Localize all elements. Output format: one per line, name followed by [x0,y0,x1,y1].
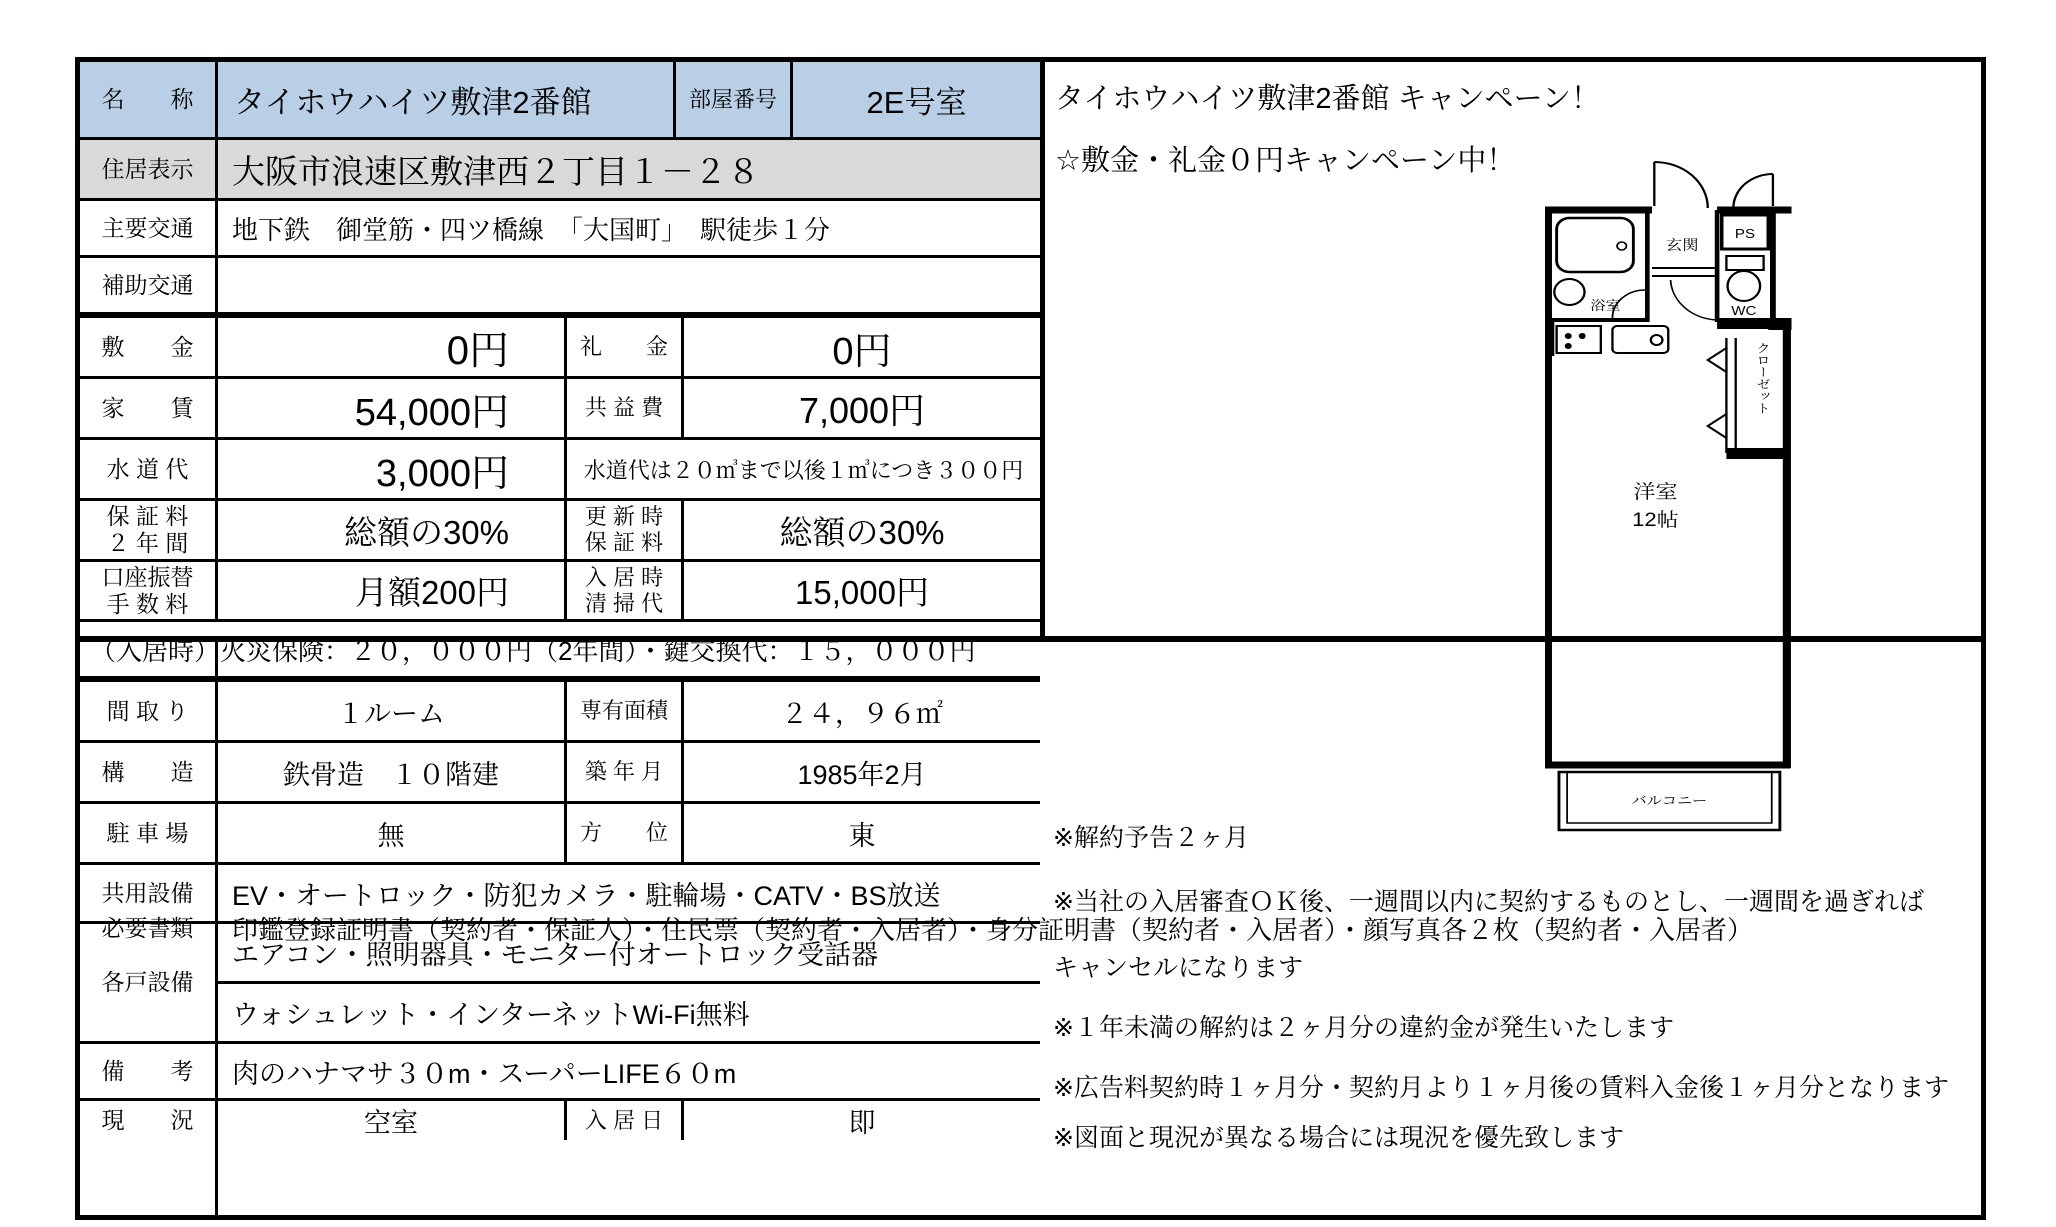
guarantee-label-line1: 保 証 料 [106,503,189,529]
bank-transfer-label [80,562,218,619]
cleaning-fee-label-line1: 入 居 時 [584,564,664,590]
wc-label: WC [1731,303,1757,318]
movein-date-label-text: 入 居 日 [584,1107,664,1133]
main-access-value: 地下鉄 御堂筋・四ツ橋線 「大国町」 駅徒歩１分 [232,214,831,245]
entrance-door-arc [1654,162,1707,208]
room-label-line1: 洋室 [1633,481,1678,503]
note-cancellation-notice: ※解約予告２ヶ月 [1053,824,1249,852]
documents-label-text: 必要書類 [101,914,194,941]
closet-top-wall [1717,318,1787,329]
note-screening-cont: キャンセルになります [1053,954,1304,982]
bank-transfer-label-line2: 手 数 料 [106,590,189,617]
movein-date-value: 即 [848,1108,876,1138]
toilet-bowl-icon [1728,271,1761,301]
common-fee-value: 7,000円 [798,389,926,431]
water-row [80,440,1040,501]
remarks-value: 肉のハナマサ３０m・スーパーLIFE６０m [232,1058,737,1089]
entrance-door2-arc [1733,174,1773,208]
documents-value: 印鑑登録証明書（契約者・保証人）・住民票（契約者・入居者）・身分証明書（契約者・入居者）・顔写真各２枚（契約者・入居者） [232,914,1754,945]
water-note: 水道代は２０㎥まで以後１㎥につき３００円 [583,457,1024,483]
note-ad-fee: ※広告料契約時１ヶ月分・契約月より１ヶ月後の賃料入金後１ヶ月分となります [1053,1074,1949,1102]
deposit-label-text: 敷 金 [101,333,194,360]
name-label-text: 名 称 [101,86,194,112]
main-access-label-text: 主要交通 [101,214,194,241]
structure-value: 鉄骨造 １０階建 [218,743,567,801]
note-current-state: ※図面と現況が異なる場合には現況を優先致します [1053,1124,1624,1152]
main-access-row [80,201,1040,258]
stove-burner2-icon [1579,333,1586,339]
campaign-subtitle: ☆敷金・礼金０円キャンペーン中！ [1055,145,1516,177]
room-number-label-text: 部屋番号 [688,86,777,112]
guarantee-value: 総額の30% [218,501,567,559]
floor-area-value: ２４，９６㎡ [781,698,943,729]
rent-value: 54,000円 [218,379,567,437]
kitchen-wall-block [1545,322,1554,356]
direction-value: 東 [848,820,876,851]
closet-door-mark2 [1708,414,1727,438]
closet-label: クローゼット [1754,342,1771,414]
rent-label [80,379,218,437]
document-frame [75,57,1986,1220]
faucet-icon [1651,335,1663,345]
rent-row [80,379,1040,440]
guarantee-label-line2: ２ 年 間 [106,530,189,556]
bath-label: 浴室 [1590,298,1621,313]
name-label [80,62,218,137]
built-date-label-text: 築 年 月 [584,759,664,784]
room-label-line2: 12帖 [1632,509,1679,531]
note-screening: ※当社の入居審査ＯＫ後、一週間以内に契約するものとし、一週間を過ぎれば [1053,888,1924,916]
water-value: 3,000円 [218,440,567,498]
key-money-value: 0円 [832,330,892,373]
rent-label-text: 家 賃 [101,394,194,421]
remarks-label-text: 備 考 [101,1057,194,1084]
unit-equipment-label-text: 各戸設備 [101,969,194,995]
cleaning-fee-label [567,562,684,619]
sub-access-value [218,258,1040,312]
water-label-text: 水 道 代 [106,455,189,482]
renewal-guarantee-label-line1: 更 新 時 [584,504,664,529]
ps-label: PS [1734,226,1756,241]
renewal-guarantee-label-line2: 保 証 料 [584,530,664,555]
renewal-guarantee-label [567,501,684,559]
stove-burner-icon [1565,333,1572,339]
common-fee-label-text: 共 益 費 [584,395,664,420]
room-number-label [676,62,793,137]
genkan-label: 玄関 [1665,238,1699,254]
deposit-label [80,318,218,376]
address-row [80,140,1040,201]
built-date-value: 1985年2月 [797,759,927,790]
address-label-text: 住居表示 [101,155,194,182]
closet-bottom-wall [1726,448,1786,459]
status-value: 空室 [218,1101,567,1140]
address-label [80,140,218,198]
toilet-tank-icon [1726,256,1763,270]
structure-label-text: 構 造 [101,758,194,785]
stove-icon [1557,326,1601,353]
note-penalty: ※１年未満の解約は２ヶ月分の違約金が発生いたします [1053,1014,1674,1042]
sub-access-label-text: 補助交通 [101,271,194,298]
guarantee-label [80,501,218,559]
bank-transfer-value: 月額200円 [218,562,567,619]
movein-cost-note: （入居時）火災保険：２０，０００円（2年間）・鍵交換代：１５，０００円 [90,635,976,666]
key-money-label-text: 礼 金 [579,334,668,359]
bathtub-icon [1557,218,1634,272]
name-value: タイホウハイツ敷津2番館 [218,62,676,137]
bathtub-drain-icon [1617,242,1626,250]
documents-label [80,642,218,1216]
campaign-title: タイホウハイツ敷津2番館 キャンペーン！ [1055,83,1601,115]
main-access-label [80,201,218,255]
direction-label-text: 方 位 [579,820,668,845]
renewal-guarantee-value: 総額の30% [779,513,945,551]
right-panel [1045,62,1981,1152]
unit-equipment-value-2: ウォシュレット・インターネットWi-Fi無料 [232,1000,750,1030]
balcony-label: バルコニー [1631,793,1708,808]
deposit-value: 0円 [218,318,567,376]
water-label [80,440,218,498]
shared-equipment-value: EV・オートロック・防犯カメラ・駐輪場・CATV・BS放送 [232,880,941,911]
guarantee-row [80,501,1040,562]
bath-sink-icon [1554,279,1584,305]
room-number-value: 2E号室 [793,62,1040,137]
floor-area-label-text: 専有面積 [579,698,668,723]
name-row [80,62,1040,140]
sink-icon [1612,326,1668,353]
cleaning-fee-value: 15,000円 [795,574,929,611]
bank-transfer-row [80,562,1040,622]
genkan-door-arc [1671,280,1718,320]
shared-equipment-label-text: 共用設備 [101,879,194,906]
key-money-label [567,318,684,376]
closet-door-mark1 [1708,348,1727,372]
unit-equipment-value-1: エアコン・照明器具・モニター付オートロック受話器 [218,924,1040,984]
layout-value: １ルーム [218,682,567,740]
address-value: 大阪市浪速区敷津西２丁目１－２８ [218,140,1040,198]
status-label-text: 現 況 [101,1107,194,1133]
bank-transfer-label-line1: 口座振替 [101,563,194,590]
sub-access-row [80,258,1040,318]
stove-burner3-icon [1565,343,1572,349]
floorplan [1545,160,1795,850]
layout-label-text: 間 取 り [106,697,189,724]
common-fee-label [567,379,684,437]
parking-label-text: 駐 車 場 [106,819,189,846]
deposit-row [80,318,1040,379]
cleaning-fee-label-line2: 清 掃 代 [584,590,664,616]
parking-value: 無 [218,804,567,862]
sub-access-label [80,258,218,312]
